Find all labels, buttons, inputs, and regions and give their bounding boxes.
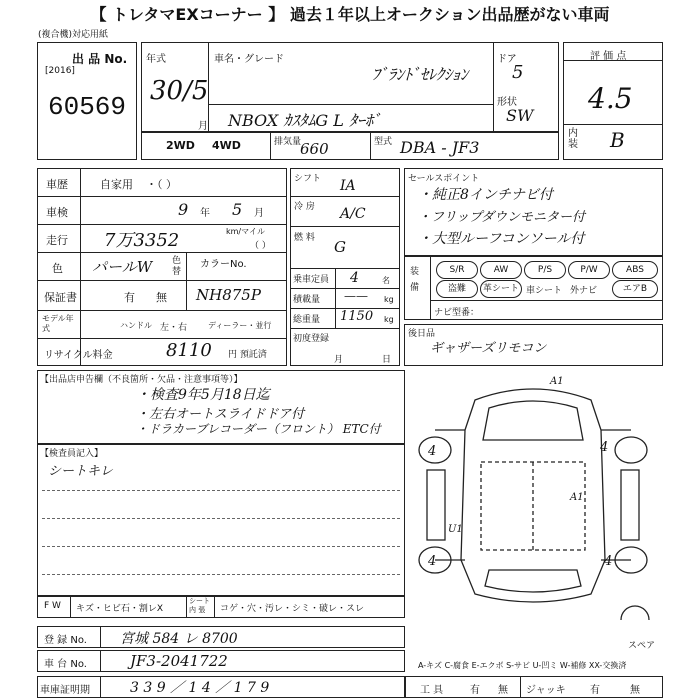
car-name-hw: ﾌﾞﾗﾝﾄﾞｾﾚｸｼｮﾝ bbox=[372, 65, 469, 84]
sales-point-1: ・純正8インチナビ付 bbox=[418, 187, 553, 203]
recycle-value: 8110 bbox=[166, 340, 212, 361]
car-model: NBOX ｶｽﾀﾑG L ﾀｰﾎﾞ bbox=[228, 111, 381, 130]
cert-label: 車庫証明期 bbox=[40, 685, 90, 696]
defect-fw: F W bbox=[44, 601, 61, 611]
displacement-label: 排気量 bbox=[274, 137, 302, 147]
sales-point-3: ・大型ルーフコンソール付 bbox=[418, 231, 585, 247]
report-line-2: ・左右オートスライドドア付 bbox=[136, 407, 305, 422]
inspection-label: 車検 bbox=[46, 206, 68, 219]
inspection-year-unit: 年 bbox=[200, 208, 210, 219]
chassis-label: 車 台 No. bbox=[44, 659, 87, 670]
diagram-mark-front: A1 bbox=[550, 376, 564, 387]
sales-points-label: セールスポイント bbox=[408, 174, 480, 184]
inspection-year: 9 bbox=[178, 200, 189, 219]
defect-items: キズ・ヒビ石・割レX bbox=[76, 604, 163, 614]
report-label: 【出品店申告欄（不良箇所・欠品・注意事項等）】 bbox=[40, 375, 243, 385]
equip-pw: P/W bbox=[568, 261, 610, 279]
recycle-label: リサイクル料金 bbox=[44, 350, 113, 361]
registration-value: 宮城 584 レ 8700 bbox=[120, 631, 238, 647]
fuel-value: G bbox=[334, 238, 346, 256]
displacement-value: 660 bbox=[300, 140, 329, 158]
report-line-1: ・検査9年5月18日迄 bbox=[136, 387, 270, 403]
equip-theft: 盗難 bbox=[436, 280, 478, 298]
history-label: 車歴 bbox=[46, 178, 68, 191]
lr-label: 左・右 bbox=[160, 323, 188, 333]
cooling-value: A/C bbox=[340, 206, 366, 222]
equip-airbag: エアB bbox=[612, 280, 658, 298]
shape-value: SW bbox=[506, 106, 534, 125]
total-weight-value: 1150 bbox=[340, 309, 374, 324]
handle-label: ハンドル bbox=[120, 321, 152, 330]
warranty-label: 保証書 bbox=[44, 291, 77, 304]
inspector-note: シートキレ bbox=[48, 464, 113, 479]
lot-tag: [2016] bbox=[45, 66, 75, 76]
model-code-label: 型式 bbox=[374, 137, 393, 147]
drive-4wd: 4WD bbox=[212, 139, 241, 152]
report-line-3: ・ドラカーブレコーダー（フロント） ETC付 bbox=[136, 422, 381, 436]
diagram-mark-rl: 4 bbox=[428, 554, 437, 569]
model-code-value: DBA - JF3 bbox=[400, 138, 480, 157]
defect-sheet: シート内 張 bbox=[189, 597, 210, 614]
diagram-mark-fr: 4 bbox=[600, 440, 609, 455]
jack-label: ジャッキ bbox=[526, 685, 566, 696]
load-value: —— bbox=[344, 289, 368, 303]
inspector-label: 【検査員記入】 bbox=[40, 449, 104, 459]
chassis-value: JF3-2041722 bbox=[130, 652, 228, 670]
jack-yes: 有 bbox=[590, 685, 600, 696]
equip-sr: S/R bbox=[436, 261, 478, 279]
mileage-label: 走行 bbox=[46, 234, 68, 247]
equip-seat: 車シート bbox=[526, 286, 563, 296]
after-value: ギャザーズリモコン bbox=[430, 341, 547, 356]
diagram-mark-fl: 4 bbox=[428, 444, 437, 459]
car-diagram bbox=[405, 370, 663, 620]
dealer-label: ディーラー・並行 bbox=[208, 321, 272, 330]
total-weight-unit: kg bbox=[384, 315, 394, 324]
equipment-label: 装備 bbox=[410, 267, 420, 293]
year-label: 年式 bbox=[146, 54, 166, 65]
spare-label: スペア bbox=[628, 641, 656, 651]
equip-abs: ABS bbox=[612, 261, 658, 279]
lot-number: 60569 bbox=[48, 92, 127, 122]
tools-yes: 有 bbox=[470, 685, 480, 696]
diagram-mark-dent: U1 bbox=[448, 524, 463, 535]
score-label: 評 価 点 bbox=[590, 51, 627, 62]
equip-leather: 革シート bbox=[480, 280, 522, 298]
history-extra: ・（ ） bbox=[146, 178, 177, 191]
mileage-unit: km/マイル bbox=[226, 227, 265, 236]
capacity-label: 乗車定員 bbox=[293, 275, 330, 285]
colorno-value: NH875P bbox=[196, 286, 261, 304]
mileage-paren: （ ） bbox=[250, 241, 271, 251]
doors-value: 5 bbox=[512, 62, 524, 83]
registration-label: 登 録 No. bbox=[44, 635, 87, 646]
defect-legend: A-キズ C-腐食 E-エクボ S-サビ U-凹ミ W-補修 XX-交換済 bbox=[418, 661, 627, 670]
equip-aw: AW bbox=[480, 261, 522, 279]
navi-label: ナビ型番： bbox=[434, 308, 480, 318]
score-value: 4.5 bbox=[588, 82, 633, 115]
load-unit: kg bbox=[384, 295, 394, 304]
cert-value: 3 3 9 ／ 1 4 ／ 1 7 9 bbox=[130, 680, 270, 696]
mileage-value: 7万3352 bbox=[104, 230, 180, 251]
recycle-unit: 円 預託済 bbox=[228, 350, 267, 360]
model-year-label: モデル年式 bbox=[42, 314, 74, 333]
inspection-month: 5 bbox=[232, 200, 243, 219]
color-label: 色 bbox=[52, 262, 63, 275]
inspection-month-unit: 月 bbox=[254, 208, 264, 219]
first-reg-day: 日 bbox=[382, 355, 392, 365]
year-value: 30/5 bbox=[150, 76, 209, 106]
defect-sheet-items: コゲ・穴・汚レ・シミ・破レ・スレ bbox=[220, 604, 365, 614]
interior-label: 内装 bbox=[568, 128, 578, 150]
jack-no: 無 bbox=[630, 685, 640, 696]
total-weight-label: 総重量 bbox=[293, 315, 321, 325]
history-value: 自家用 bbox=[100, 178, 133, 191]
equip-navi: 外ナビ bbox=[570, 286, 598, 296]
diagram-mark-side: A1 bbox=[570, 492, 584, 503]
interior-value: B bbox=[610, 128, 625, 152]
warranty-yes: 有 bbox=[124, 291, 135, 304]
first-reg-label: 初度登録 bbox=[293, 334, 330, 344]
fuel-label: 燃 料 bbox=[294, 233, 315, 243]
color-sub: 色替 bbox=[172, 256, 182, 277]
drive-2wd: 2WD bbox=[166, 139, 195, 152]
tools-no: 無 bbox=[498, 685, 508, 696]
spec-row bbox=[141, 132, 559, 160]
after-label: 後日品 bbox=[408, 329, 436, 339]
diagram-mark-rr: 4 bbox=[604, 554, 613, 569]
car-name-label: 車名・グレード bbox=[214, 54, 284, 65]
year-unit: 月 bbox=[198, 121, 208, 132]
lot-label: 出 品 No. bbox=[72, 52, 128, 66]
auction-banner: 【 トレタマEXコーナー 】 過去１年以上オークション出品歴がない車両 bbox=[0, 0, 700, 30]
cooling-label: 冷 房 bbox=[294, 202, 315, 212]
shape-label: 形状 bbox=[497, 97, 517, 108]
warranty-no: 無 bbox=[156, 291, 167, 304]
capacity-unit: 名 bbox=[382, 276, 390, 285]
sales-point-2: ・フリップダウンモニター付 bbox=[418, 210, 586, 225]
left-spec-table bbox=[37, 168, 287, 366]
capacity-value: 4 bbox=[350, 270, 359, 286]
colorno-label: カラーNo. bbox=[200, 259, 247, 270]
shift-label: シフト bbox=[294, 174, 322, 184]
load-label: 積載量 bbox=[293, 295, 321, 305]
shift-value: IA bbox=[340, 178, 356, 194]
color-value: パールW bbox=[92, 258, 153, 276]
first-reg-month: 月 bbox=[334, 355, 344, 365]
equip-ps: P/S bbox=[524, 261, 566, 279]
header-note: (複合機)対応用紙 bbox=[38, 30, 109, 40]
doors-label: ドア bbox=[497, 54, 517, 65]
tools-label: 工 具 bbox=[420, 685, 444, 696]
